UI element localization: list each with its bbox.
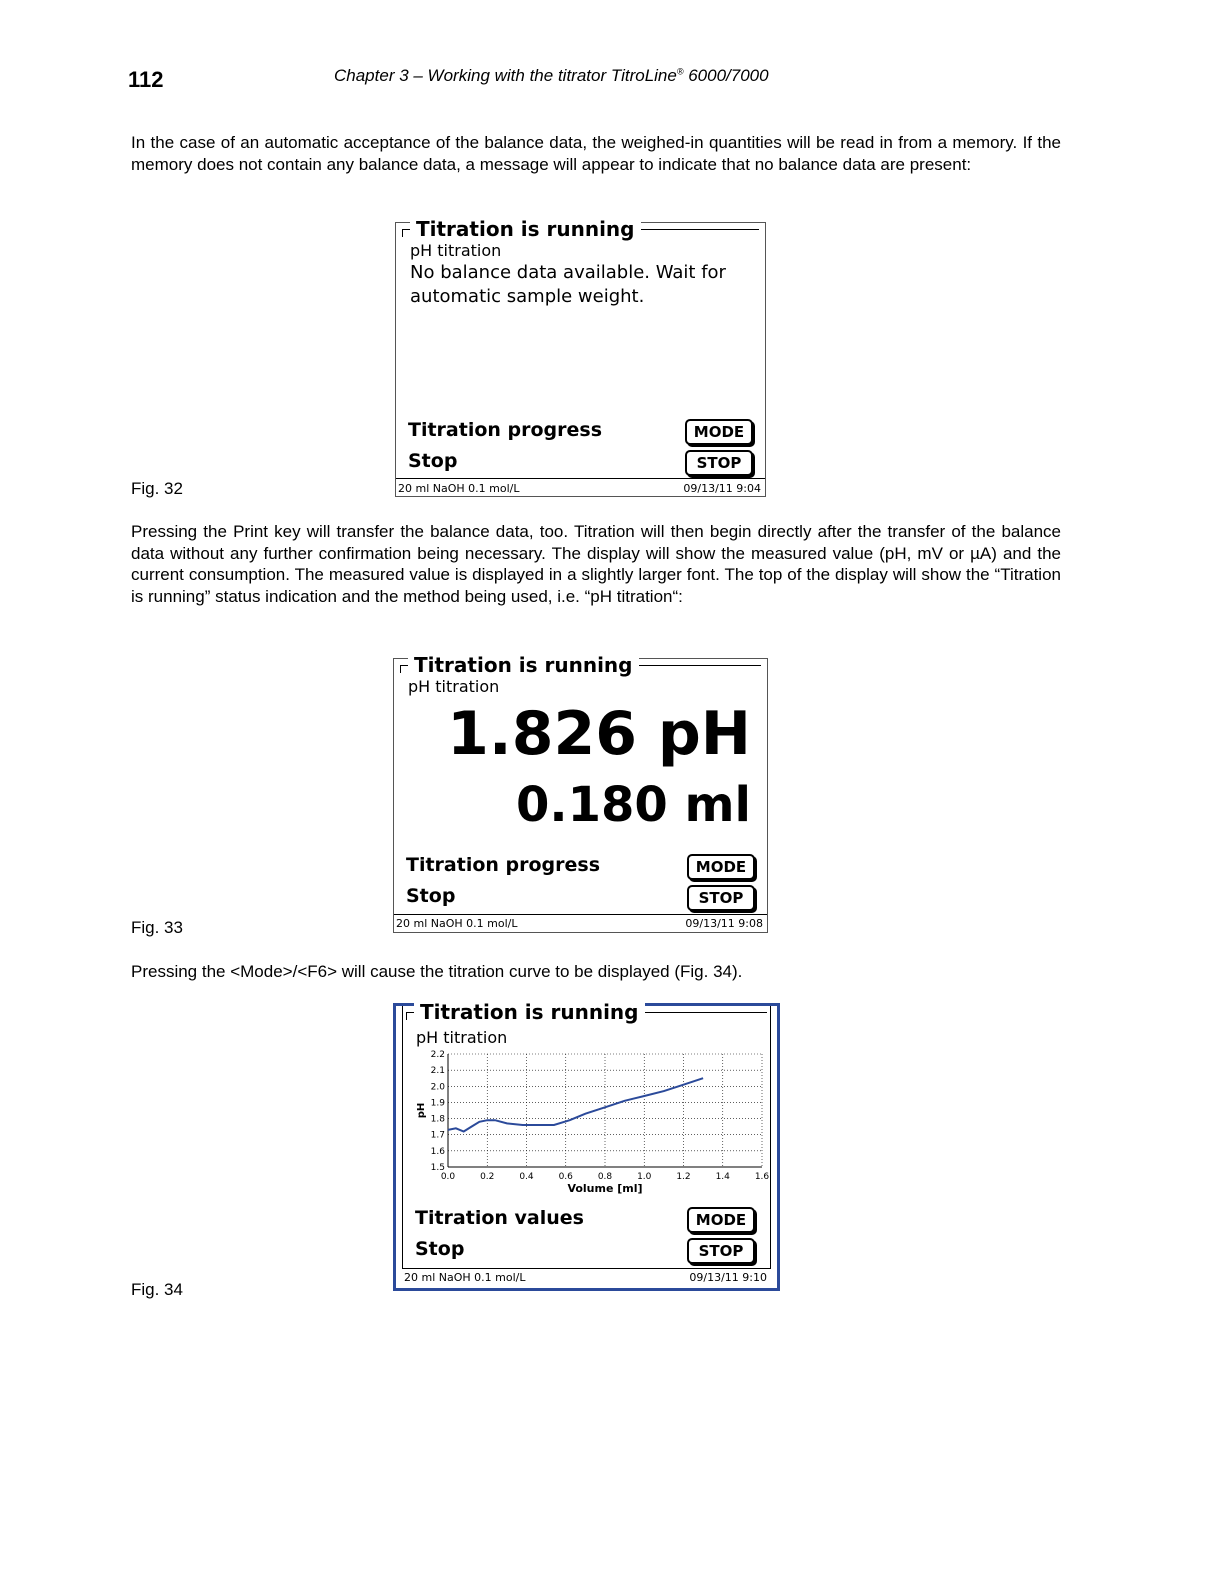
fig33-reagent-status: 20 ml NaOH 0.1 mol/L	[396, 917, 518, 930]
paragraph-balance-memory: In the case of an automatic acceptance of the balance data, the weighed-in quantities will be read in from a memory. If the memory does not contain any balance data, a message will appear to indicate that no balance data are present:	[131, 133, 1061, 174]
fig32-caption: Fig. 32	[131, 479, 183, 498]
y-tick-label: 2.1	[430, 1066, 445, 1077]
fig32-status-title: Titration is running	[410, 217, 641, 241]
fig33-status-title: Titration is running	[408, 653, 639, 677]
fig32-frame-corner	[402, 229, 403, 237]
y-tick-label: 1.6	[430, 1146, 445, 1157]
y-tick-label: 1.8	[430, 1114, 445, 1125]
fig32-method-name: pH titration	[410, 241, 502, 260]
fig34-titration-chart	[396, 1006, 777, 1206]
x-tick-label: 0.2	[480, 1172, 495, 1182]
fig34-reagent-status: 20 ml NaOH 0.1 mol/L	[404, 1271, 526, 1284]
fig34-status-title: Titration is running	[414, 1000, 645, 1024]
y-tick-label: 2.2	[430, 1050, 445, 1060]
fig34-method-name: pH titration	[416, 1028, 508, 1047]
fig32-mode-button[interactable]: MODE	[685, 419, 753, 445]
registered-mark: ®	[676, 66, 684, 77]
chart-y-axis-label: pH	[416, 1102, 427, 1119]
fig34-caption: Fig. 34	[131, 1280, 183, 1299]
fig32-stop-label: Stop	[408, 450, 458, 472]
fig33-frame-corner	[400, 665, 401, 673]
y-tick-label: 1.9	[430, 1098, 445, 1109]
chart-y-ticks	[431, 1050, 446, 1173]
fig34-titration-values-label: Titration values	[415, 1207, 584, 1229]
x-tick-label: 1.0	[637, 1172, 652, 1182]
fig33-stop-button[interactable]: STOP	[687, 885, 755, 911]
fig33-datetime: 09/13/11 9:08	[685, 917, 763, 930]
fig33-screen	[393, 653, 768, 933]
fig32-stop-button[interactable]: STOP	[685, 450, 753, 476]
x-tick-label: 0.8	[597, 1172, 613, 1182]
x-tick-label: 1.6	[754, 1172, 770, 1182]
fig33-stop-label: Stop	[406, 885, 456, 907]
y-tick-label: 1.5	[430, 1163, 445, 1173]
fig33-measured-ph: 1.826 pH	[447, 699, 751, 769]
header-model: 6000/7000	[683, 66, 769, 85]
chart-x-ticks	[441, 1172, 770, 1182]
fig33-mode-button[interactable]: MODE	[687, 854, 755, 880]
x-tick-label: 0.4	[519, 1172, 534, 1182]
fig34-stop-button[interactable]: STOP	[687, 1238, 755, 1264]
fig34-stop-label: Stop	[415, 1238, 465, 1260]
page-number: 112	[128, 67, 164, 92]
y-tick-label: 1.7	[430, 1130, 445, 1141]
fig32-datetime: 09/13/11 9:04	[683, 482, 761, 495]
running-header	[334, 66, 769, 86]
fig32-message-line2: automatic sample weight.	[410, 286, 645, 307]
fig34-mode-button[interactable]: MODE	[687, 1207, 755, 1233]
fig34-datetime: 09/13/11 9:10	[689, 1271, 767, 1284]
x-tick-label: 1.2	[676, 1172, 691, 1182]
fig32-titration-progress-label: Titration progress	[408, 419, 603, 441]
chart-x-axis-label: Volume [ml]	[567, 1182, 643, 1195]
fig33-caption: Fig. 33	[131, 918, 183, 937]
fig32-message-line1: No balance data available. Wait for	[410, 262, 726, 283]
x-tick-label: 0.6	[558, 1172, 573, 1182]
chart-grid	[448, 1054, 762, 1167]
header-title: Chapter 3 – Working with the titrator TitroLine	[334, 66, 677, 85]
x-tick-label: 0.0	[440, 1172, 456, 1182]
fig33-consumption-ml: 0.180 ml	[515, 777, 751, 833]
y-tick-label: 2.0	[430, 1082, 445, 1093]
fig33-titration-progress-label: Titration progress	[406, 854, 601, 876]
fig32-reagent-status: 20 ml NaOH 0.1 mol/L	[398, 482, 520, 495]
x-tick-label: 1.4	[715, 1172, 730, 1182]
fig33-method-name: pH titration	[408, 677, 500, 696]
fig34-screen	[393, 1000, 780, 1291]
paragraph-mode-key: Pressing the <Mode>/<F6> will cause the titration curve to be displayed (Fig. 34).	[131, 962, 743, 981]
paragraph-print-key: Pressing the Print key will transfer the balance data, too. Titration will then begin directly after the transfer of the balance data without any further confirmation being necessary. The display will show the measured value (pH, mV or µA) and the current consumption. The measured value is displayed in a slightly larger font. The top of the display will show the “Titration is running” status indication and the method being used, i.e. “pH titration“:	[131, 522, 1061, 606]
fig32-screen	[395, 217, 766, 497]
